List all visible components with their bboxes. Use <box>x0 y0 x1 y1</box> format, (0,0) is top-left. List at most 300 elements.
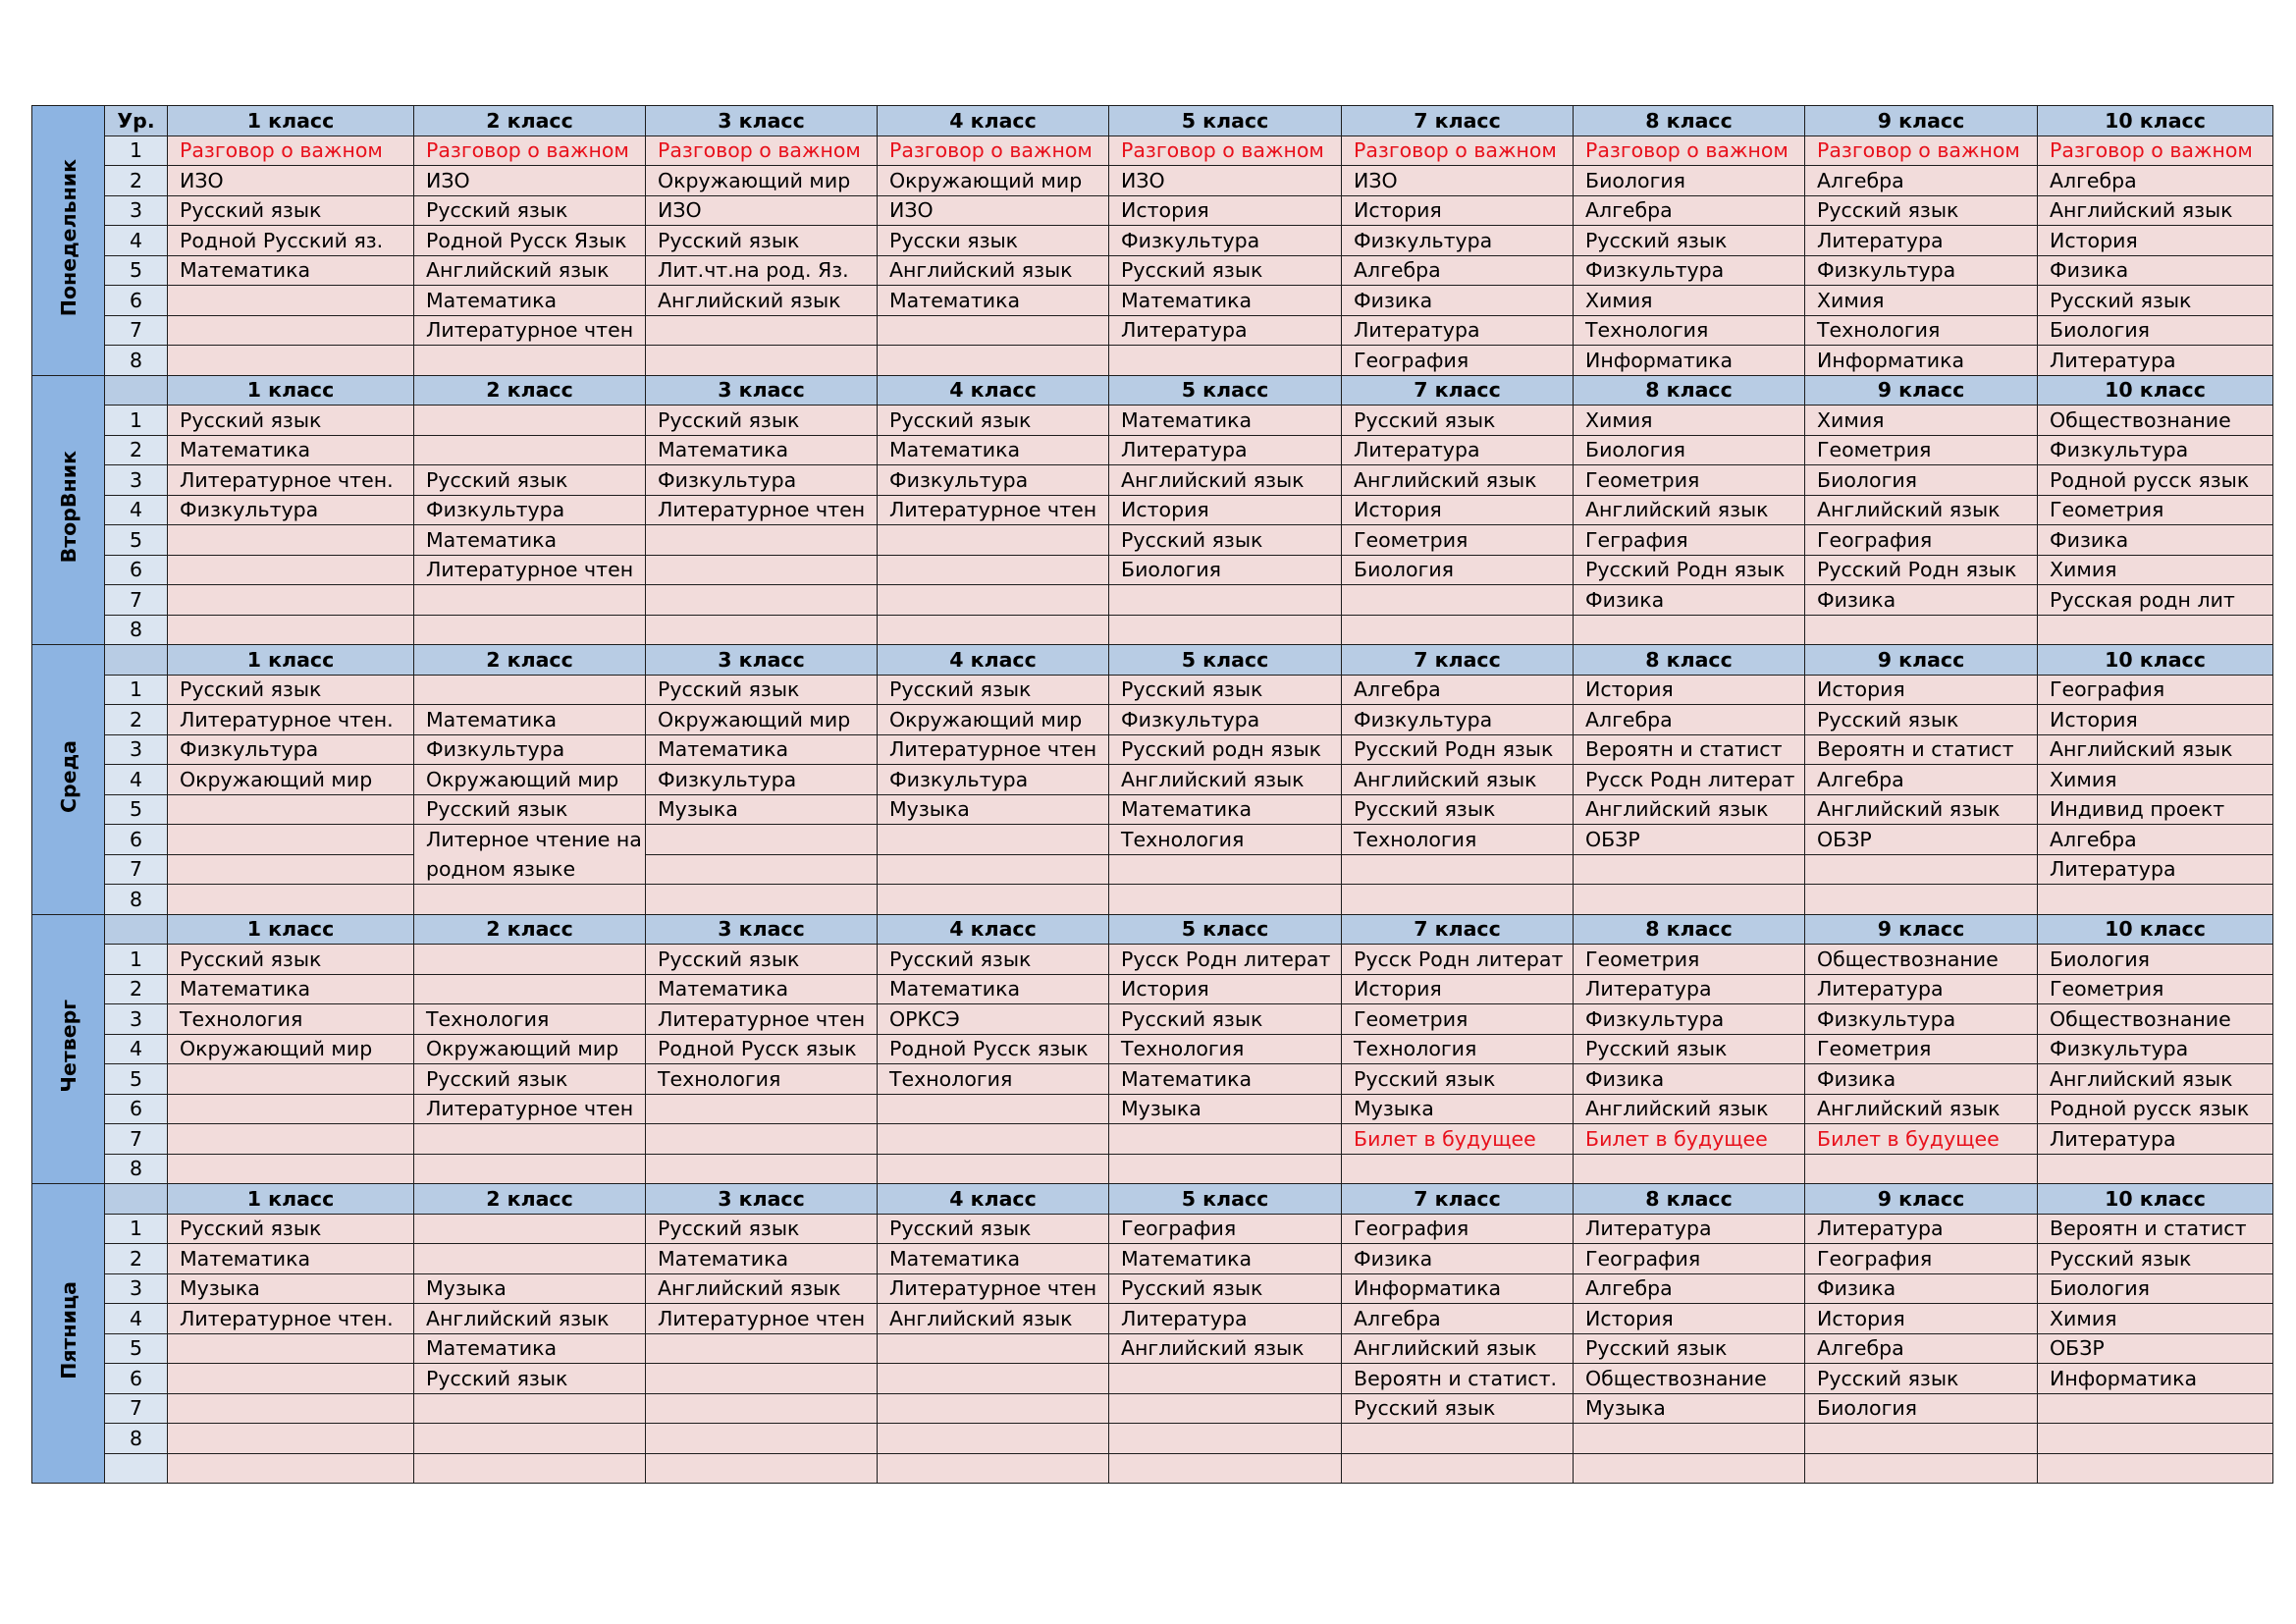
lesson-row <box>32 854 2273 885</box>
subject-cell: Русский язык <box>2038 286 2273 316</box>
day-name: ВторВник <box>56 451 80 564</box>
lesson-row <box>32 1154 2273 1184</box>
subject-cell: Химия <box>1574 406 1805 436</box>
subject-cell <box>168 1453 414 1484</box>
lesson-row <box>32 1364 2273 1394</box>
subject-cell: Родной Русск Язык <box>414 226 646 256</box>
subject-cell: Русский язык <box>1109 255 1342 286</box>
subject-cell: Химия <box>1805 286 2038 316</box>
subject-cell <box>1574 885 1805 915</box>
subject-cell: Алгебра <box>1342 675 1574 705</box>
subject-cell: Алгебра <box>1805 765 2038 795</box>
subject-cell: Литература <box>1109 1304 1342 1334</box>
subject-cell: Математика <box>1109 1244 1342 1274</box>
subject-cell: ОБЗР <box>2038 1333 2273 1364</box>
lesson-number: 4 <box>105 1034 168 1064</box>
lesson-number: 1 <box>105 945 168 975</box>
subject-cell: Русский язык <box>878 675 1109 705</box>
subject-cell: Информатика <box>2038 1364 2273 1394</box>
subject-cell: Литература <box>1805 974 2038 1004</box>
subject-cell: Математика <box>1109 1064 1342 1095</box>
subject-cell <box>1109 854 1342 885</box>
class-header: 7 класс <box>1342 106 1574 136</box>
lesson-number-header-empty <box>105 914 168 945</box>
subject-cell <box>1805 854 2038 885</box>
subject-cell: Английский язык <box>1342 1333 1574 1364</box>
subject-cell <box>1342 615 1574 645</box>
class-header: 8 класс <box>1574 375 1805 406</box>
lesson-row <box>32 1304 2273 1334</box>
subject-cell: Русский язык <box>878 1214 1109 1244</box>
subject-cell: Технология <box>646 1064 878 1095</box>
lesson-row <box>32 1424 2273 1454</box>
subject-cell <box>414 1424 646 1454</box>
class-header-row <box>32 914 2273 945</box>
subject-cell <box>646 854 878 885</box>
subject-cell: Физика <box>1574 1064 1805 1095</box>
subject-cell: Английский язык <box>1574 794 1805 825</box>
subject-cell: Родной Русский яз. <box>168 226 414 256</box>
subject-cell: Родной русск язык <box>2038 1094 2273 1124</box>
lesson-row <box>32 615 2273 645</box>
subject-cell: ОБЗР <box>1805 825 2038 855</box>
subject-cell: Русский язык <box>1805 1364 2038 1394</box>
subject-cell: Литература <box>1574 1214 1805 1244</box>
subject-cell: Биология <box>1805 1393 2038 1424</box>
subject-cell: История <box>2038 705 2273 735</box>
class-header: 8 класс <box>1574 106 1805 136</box>
lesson-row <box>32 1393 2273 1424</box>
subject-cell: География <box>2038 675 2273 705</box>
subject-cell: Химия <box>1574 286 1805 316</box>
lesson-row <box>32 705 2273 735</box>
subject-cell <box>1574 1424 1805 1454</box>
class-header: 5 класс <box>1109 1184 1342 1215</box>
subject-cell: История <box>1574 675 1805 705</box>
subject-cell <box>1574 1154 1805 1184</box>
subject-cell: Русский язык <box>646 945 878 975</box>
subject-cell <box>168 555 414 585</box>
subject-cell: Английский язык <box>1574 495 1805 525</box>
day-name: Среда <box>56 739 80 813</box>
subject-cell <box>646 555 878 585</box>
subject-cell: Русский язык <box>414 1364 646 1394</box>
subject-cell: История <box>1342 495 1574 525</box>
subject-cell: Русский язык <box>878 945 1109 975</box>
subject-cell: Математика <box>878 1244 1109 1274</box>
class-header: 7 класс <box>1342 1184 1574 1215</box>
subject-cell: Русский Родн язык <box>1574 555 1805 585</box>
lesson-number: 6 <box>105 825 168 855</box>
subject-cell <box>414 615 646 645</box>
subject-cell: Родной русск язык <box>2038 465 2273 496</box>
subject-cell: История <box>1805 1304 2038 1334</box>
subject-cell: Технология <box>414 1004 646 1035</box>
lesson-number: 1 <box>105 135 168 166</box>
subject-cell: Литературное чтен <box>878 734 1109 765</box>
subject-cell <box>414 585 646 616</box>
day-label <box>32 375 105 645</box>
subject-cell: География <box>1805 1244 2038 1274</box>
subject-cell: Русский язык <box>1109 675 1342 705</box>
subject-cell: Вероятн и статист. <box>1342 1364 1574 1394</box>
class-header: 9 класс <box>1805 914 2038 945</box>
subject-cell: Физкультура <box>1342 226 1574 256</box>
subject-cell <box>878 346 1109 376</box>
subject-cell: Русский Родн язык <box>1342 734 1574 765</box>
class-header: 2 класс <box>414 1184 646 1215</box>
class-header: 5 класс <box>1109 375 1342 406</box>
subject-cell: Русск Родн литерат <box>1574 765 1805 795</box>
subject-cell: География <box>1574 1244 1805 1274</box>
subject-cell <box>1342 585 1574 616</box>
subject-cell: Разговор о важном <box>1574 135 1805 166</box>
subject-cell <box>1109 346 1342 376</box>
subject-cell: Физкультура <box>414 734 646 765</box>
subject-cell: Английский язык <box>1342 465 1574 496</box>
subject-cell <box>646 1453 878 1484</box>
subject-cell: Информатика <box>1574 346 1805 376</box>
subject-cell: Биология <box>2038 945 2273 975</box>
lesson-row <box>32 974 2273 1004</box>
subject-cell: Биология <box>1574 166 1805 196</box>
subject-cell: Геометрия <box>1805 435 2038 465</box>
lesson-row <box>32 734 2273 765</box>
lesson-row <box>32 346 2273 376</box>
subject-cell <box>414 945 646 975</box>
subject-cell: Разговор о важном <box>2038 135 2273 166</box>
subject-cell: Английский язык <box>1109 465 1342 496</box>
lesson-number: 4 <box>105 765 168 795</box>
subject-cell: Технология <box>1109 825 1342 855</box>
subject-cell: Разговор о важном <box>646 135 878 166</box>
lesson-row <box>32 585 2273 616</box>
subject-cell: Английский язык <box>1342 765 1574 795</box>
class-header: 7 класс <box>1342 375 1574 406</box>
lesson-row <box>32 675 2273 705</box>
lesson-number: 2 <box>105 1244 168 1274</box>
class-header: 7 класс <box>1342 914 1574 945</box>
subject-cell: Английский язык <box>1574 1094 1805 1124</box>
subject-cell: Русский язык <box>1342 406 1574 436</box>
subject-cell: Русский язык <box>2038 1244 2273 1274</box>
lesson-number: 3 <box>105 734 168 765</box>
subject-cell: Математика <box>646 974 878 1004</box>
subject-cell: Русский язык <box>1574 226 1805 256</box>
subject-cell: Информатика <box>1805 346 2038 376</box>
class-header: 2 класс <box>414 645 646 676</box>
lesson-number: 5 <box>105 1064 168 1095</box>
subject-cell <box>878 1124 1109 1155</box>
subject-cell: Геометрия <box>1342 1004 1574 1035</box>
subject-cell: Технология <box>1342 1034 1574 1064</box>
subject-cell: Геометрия <box>2038 495 2273 525</box>
subject-cell: Физкультура <box>646 765 878 795</box>
class-header: 3 класс <box>646 375 878 406</box>
subject-cell: Английский язык <box>1805 1094 2038 1124</box>
subject-cell: Литературное чтен <box>878 1273 1109 1304</box>
subject-cell: Алгебра <box>1574 1273 1805 1304</box>
subject-cell: Математика <box>414 705 646 735</box>
day-label <box>32 106 105 376</box>
subject-cell: Математика <box>168 255 414 286</box>
lesson-row <box>32 286 2273 316</box>
lesson-row <box>32 1244 2273 1274</box>
subject-cell <box>1342 1453 1574 1484</box>
subject-cell: История <box>2038 226 2273 256</box>
subject-cell: Геометрия <box>1574 945 1805 975</box>
subject-cell <box>646 1364 878 1394</box>
subject-cell <box>878 1393 1109 1424</box>
lesson-row <box>32 765 2273 795</box>
subject-cell <box>414 1453 646 1484</box>
lesson-number: 4 <box>105 495 168 525</box>
subject-cell: Технология <box>1109 1034 1342 1064</box>
subject-cell <box>1109 1424 1342 1454</box>
subject-cell: Английский язык <box>878 255 1109 286</box>
subject-cell: Русский язык <box>168 945 414 975</box>
lesson-number-header: Ур. <box>105 106 168 136</box>
subject-cell: Музыка <box>1342 1094 1574 1124</box>
subject-cell: Алгебра <box>2038 166 2273 196</box>
lesson-number-header-empty <box>105 375 168 406</box>
subject-cell <box>168 315 414 346</box>
subject-cell: ИЗО <box>878 195 1109 226</box>
subject-cell: Технология <box>1805 315 2038 346</box>
subject-cell: Вероятн и статист <box>2038 1214 2273 1244</box>
subject-cell: Окружающий мир <box>414 1034 646 1064</box>
subject-cell <box>2038 885 2273 915</box>
lesson-row <box>32 226 2273 256</box>
subject-cell: История <box>1109 974 1342 1004</box>
subject-cell: История <box>1574 1304 1805 1334</box>
lesson-number: 1 <box>105 1214 168 1244</box>
subject-cell: Родной Русск язык <box>646 1034 878 1064</box>
subject-cell: Математика <box>168 974 414 1004</box>
subject-cell: Литературное чтен. <box>168 1304 414 1334</box>
day-name: Пятница <box>56 1281 80 1380</box>
subject-cell <box>168 1064 414 1095</box>
subject-cell: Разговор о важном <box>414 135 646 166</box>
subject-cell <box>1342 854 1574 885</box>
subject-cell: Английский язык <box>2038 734 2273 765</box>
subject-cell: Разговор о важном <box>1342 135 1574 166</box>
subject-cell: Английский язык <box>878 1304 1109 1334</box>
subject-cell <box>646 1124 878 1155</box>
subject-cell: ИЗО <box>1109 166 1342 196</box>
lesson-number: 2 <box>105 435 168 465</box>
subject-cell: ИЗО <box>1342 166 1574 196</box>
subject-cell: Литература <box>1109 315 1342 346</box>
subject-cell <box>414 974 646 1004</box>
subject-cell <box>878 1094 1109 1124</box>
subject-cell: История <box>1109 195 1342 226</box>
subject-cell: Физика <box>2038 255 2273 286</box>
subject-cell: Русский язык <box>168 195 414 226</box>
subject-cell: Литература <box>2038 1124 2273 1155</box>
day-name: Четверг <box>56 999 80 1093</box>
class-header-row <box>32 375 2273 406</box>
subject-cell: Окружающий мир <box>878 166 1109 196</box>
subject-cell: Окружающий мир <box>878 705 1109 735</box>
subject-cell: Алгебра <box>2038 825 2273 855</box>
class-header: 5 класс <box>1109 914 1342 945</box>
subject-cell: Билет в будущее <box>1805 1124 2038 1155</box>
subject-cell: Литература <box>2038 346 2273 376</box>
class-header: 9 класс <box>1805 375 2038 406</box>
subject-cell: Окружающий мир <box>414 765 646 795</box>
subject-cell: Физкультура <box>878 465 1109 496</box>
subject-cell: Русский язык <box>1574 1034 1805 1064</box>
class-header: 4 класс <box>878 106 1109 136</box>
subject-cell: Билет в будущее <box>1342 1124 1574 1155</box>
subject-cell: Русская родн лит <box>2038 585 2273 616</box>
subject-cell <box>168 1154 414 1184</box>
subject-cell: Литерное чтение на родном языке <box>414 825 646 885</box>
class-header: 5 класс <box>1109 645 1342 676</box>
subject-cell: Вероятн и статист <box>1574 734 1805 765</box>
subject-cell: Математика <box>1109 286 1342 316</box>
subject-cell <box>646 1393 878 1424</box>
subject-cell: Математика <box>646 435 878 465</box>
subject-cell <box>1574 615 1805 645</box>
subject-cell: Физика <box>2038 525 2273 556</box>
class-header: 9 класс <box>1805 645 2038 676</box>
lesson-number: 5 <box>105 525 168 556</box>
subject-cell: Литература <box>2038 854 2273 885</box>
lesson-row <box>32 255 2273 286</box>
lesson-number: 8 <box>105 1424 168 1454</box>
subject-cell: Английский язык <box>414 1304 646 1334</box>
subject-cell: Русский язык <box>646 406 878 436</box>
subject-cell: Музыка <box>878 794 1109 825</box>
subject-cell <box>1805 1453 2038 1484</box>
subject-cell: Литература <box>1109 435 1342 465</box>
lesson-row <box>32 1453 2273 1484</box>
subject-cell: Обществознание <box>2038 406 2273 436</box>
subject-cell <box>1574 854 1805 885</box>
subject-cell: Обществознание <box>2038 1004 2273 1035</box>
lesson-row <box>32 555 2273 585</box>
class-header: 8 класс <box>1574 645 1805 676</box>
subject-cell: Русский язык <box>646 675 878 705</box>
lesson-row <box>32 135 2273 166</box>
subject-cell: Физкультура <box>1109 226 1342 256</box>
subject-cell: Математика <box>646 1244 878 1274</box>
subject-cell <box>168 1424 414 1454</box>
subject-cell: Английский язык <box>1805 794 2038 825</box>
subject-cell: Русский язык <box>414 465 646 496</box>
lesson-number: 3 <box>105 465 168 496</box>
subject-cell <box>878 1333 1109 1364</box>
subject-cell: Химия <box>2038 765 2273 795</box>
class-header: 3 класс <box>646 914 878 945</box>
lesson-row <box>32 825 2273 855</box>
subject-cell: Английский язык <box>646 1273 878 1304</box>
subject-cell: Русский язык <box>1805 195 2038 226</box>
lesson-row <box>32 1064 2273 1095</box>
class-header: 8 класс <box>1574 1184 1805 1215</box>
subject-cell <box>646 525 878 556</box>
day-label <box>32 914 105 1184</box>
subject-cell: Геграфия <box>1574 525 1805 556</box>
subject-cell: Геометрия <box>2038 974 2273 1004</box>
subject-cell <box>1109 1124 1342 1155</box>
subject-cell <box>414 675 646 705</box>
subject-cell: Химия <box>2038 555 2273 585</box>
lesson-number: 2 <box>105 705 168 735</box>
subject-cell: Русский язык <box>414 794 646 825</box>
subject-cell: Биология <box>1805 465 2038 496</box>
subject-cell <box>1109 1154 1342 1184</box>
lesson-number: 6 <box>105 555 168 585</box>
subject-cell <box>168 286 414 316</box>
class-header: 10 класс <box>2038 645 2273 676</box>
subject-cell: Биология <box>1342 555 1574 585</box>
subject-cell: Биология <box>2038 315 2273 346</box>
subject-cell: Вероятн и статист <box>1805 734 2038 765</box>
subject-cell: Литературное чтен <box>646 1304 878 1334</box>
subject-cell <box>878 315 1109 346</box>
subject-cell: Русский язык <box>646 1214 878 1244</box>
subject-cell <box>1805 885 2038 915</box>
subject-cell <box>878 525 1109 556</box>
subject-cell: Музыка <box>646 794 878 825</box>
subject-cell: Русский язык <box>414 195 646 226</box>
subject-cell: Математика <box>414 1333 646 1364</box>
class-header-row <box>32 106 2273 136</box>
subject-cell: Математика <box>168 435 414 465</box>
subject-cell <box>1109 1453 1342 1484</box>
subject-cell: Русский язык <box>1109 1273 1342 1304</box>
class-header: 3 класс <box>646 106 878 136</box>
lesson-row <box>32 1094 2273 1124</box>
subject-cell <box>168 346 414 376</box>
lesson-number: 3 <box>105 1273 168 1304</box>
subject-cell: Физкультура <box>2038 435 2273 465</box>
subject-cell: Физика <box>1342 286 1574 316</box>
subject-cell <box>414 1214 646 1244</box>
class-header: 10 класс <box>2038 1184 2273 1215</box>
subject-cell: Русский язык <box>168 1214 414 1244</box>
subject-cell: История <box>1805 675 2038 705</box>
subject-cell <box>168 1124 414 1155</box>
class-header: 10 класс <box>2038 106 2273 136</box>
lesson-row <box>32 166 2273 196</box>
subject-cell <box>168 854 414 885</box>
subject-cell: Музыка <box>1574 1393 1805 1424</box>
class-header: 10 класс <box>2038 375 2273 406</box>
subject-cell: Музыка <box>1109 1094 1342 1124</box>
subject-cell: Русск Родн литерат <box>1109 945 1342 975</box>
subject-cell: Литература <box>1805 226 2038 256</box>
subject-cell: Русский язык <box>1574 1333 1805 1364</box>
subject-cell: Русский язык <box>646 226 878 256</box>
subject-cell <box>646 1424 878 1454</box>
subject-cell: Математика <box>414 525 646 556</box>
subject-cell <box>414 1154 646 1184</box>
subject-cell: Английский язык <box>1109 765 1342 795</box>
lesson-number: 4 <box>105 226 168 256</box>
subject-cell: Индивид проект <box>2038 794 2273 825</box>
subject-cell: Физика <box>1805 1273 2038 1304</box>
subject-cell: Математика <box>1109 406 1342 436</box>
subject-cell <box>1574 1453 1805 1484</box>
subject-cell <box>646 825 878 855</box>
class-header: 4 класс <box>878 375 1109 406</box>
subject-cell: Английский язык <box>2038 1064 2273 1095</box>
subject-cell: Физкультура <box>1342 705 1574 735</box>
